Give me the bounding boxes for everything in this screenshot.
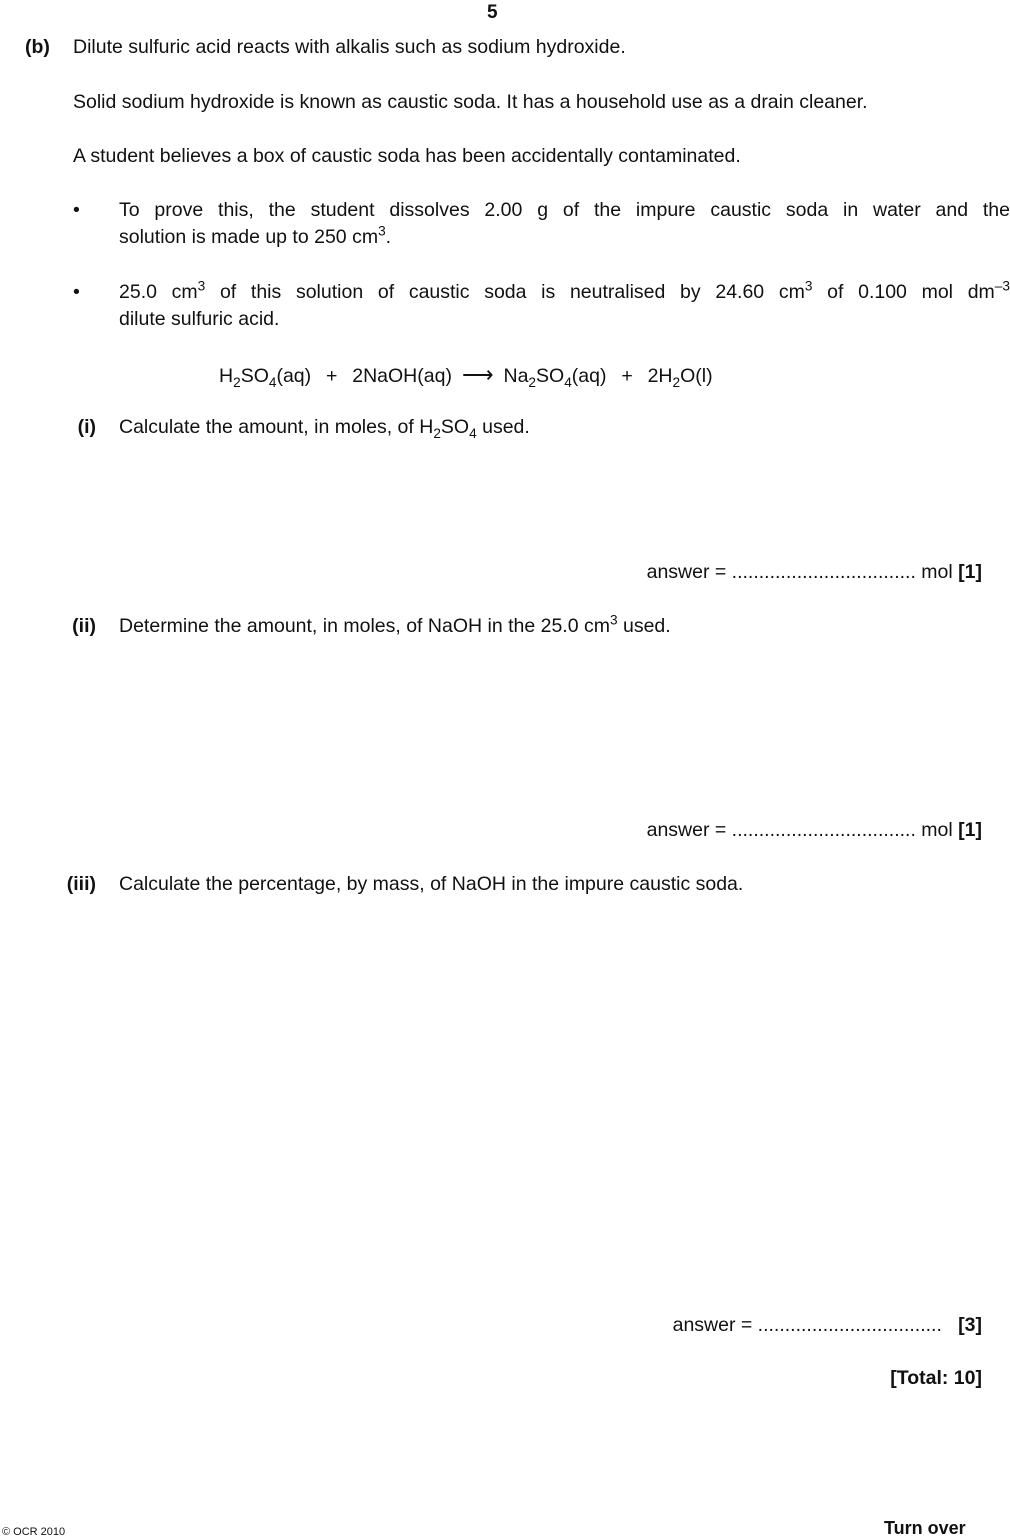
question-iii-answer-line: answer = .................................. [3] <box>672 1314 982 1336</box>
question-iii-marks: [3] <box>958 1314 982 1336</box>
total-marks: [Total: 10] <box>890 1367 982 1389</box>
question-ii-marks: [1] <box>958 819 982 841</box>
bullet-1-line-2: solution is made up to 250 $cm^3$. <box>119 223 392 248</box>
question-i-text: Calculate the amount, in moles, of $H_2SO_4$ used. <box>119 416 530 441</box>
bullet-1-line-1: To prove this, the student dissolves 2.00 g of the impure caustic soda in water and the <box>119 199 1010 221</box>
question-ii-answer-line: answer = .................................. mol [1] <box>646 819 982 841</box>
question-ii-label: (ii) <box>72 615 96 637</box>
question-iii-label: (iii) <box>66 873 96 895</box>
bullet-2-symbol: • <box>73 281 80 303</box>
reaction-arrow-icon: ⟶ <box>461 362 494 387</box>
question-ii-text: Determine the amount, in moles, of NaOH in the 25.0 $cm^3$ used. <box>119 612 671 637</box>
part-b-label: (b) <box>25 36 50 58</box>
chemical-equation: $H_2SO_4(aq)$ + 2NaOH(aq) ⟶ $Na_2SO_4(aq) + 2H_2O(l)$ <box>219 362 713 390</box>
copyright-notice: © OCR 2010 <box>2 1526 66 1538</box>
page-number: 5 <box>487 2 498 23</box>
bullet-2-line-2: dilute sulfuric acid. <box>119 308 280 330</box>
part-b-paragraph-2: Solid sodium hydroxide is known as caustic soda. It has a household use as a drain cleaner. <box>73 91 868 113</box>
bullet-2-line-1: 25.0 $cm^3$ of this solution of caustic soda is neutralised by 24.60 $cm^3$ of 0.100 mol $dm^{-3}$ <box>119 278 1010 303</box>
question-i-answer-line: answer = .................................. mol [1] <box>646 561 982 583</box>
bullet-1-symbol: • <box>73 199 80 221</box>
turn-over-label: Turn over <box>884 1518 966 1538</box>
question-iii-text: Calculate the percentage, by mass, of NaOH in the impure caustic soda. <box>119 873 744 895</box>
part-b-paragraph-1: Dilute sulfuric acid reacts with alkalis such as sodium hydroxide. <box>73 36 626 58</box>
question-i-label: (i) <box>77 416 96 438</box>
question-i-marks: [1] <box>958 561 982 583</box>
part-b-paragraph-3: A student believes a box of caustic soda has been accidentally contaminated. <box>73 145 741 167</box>
